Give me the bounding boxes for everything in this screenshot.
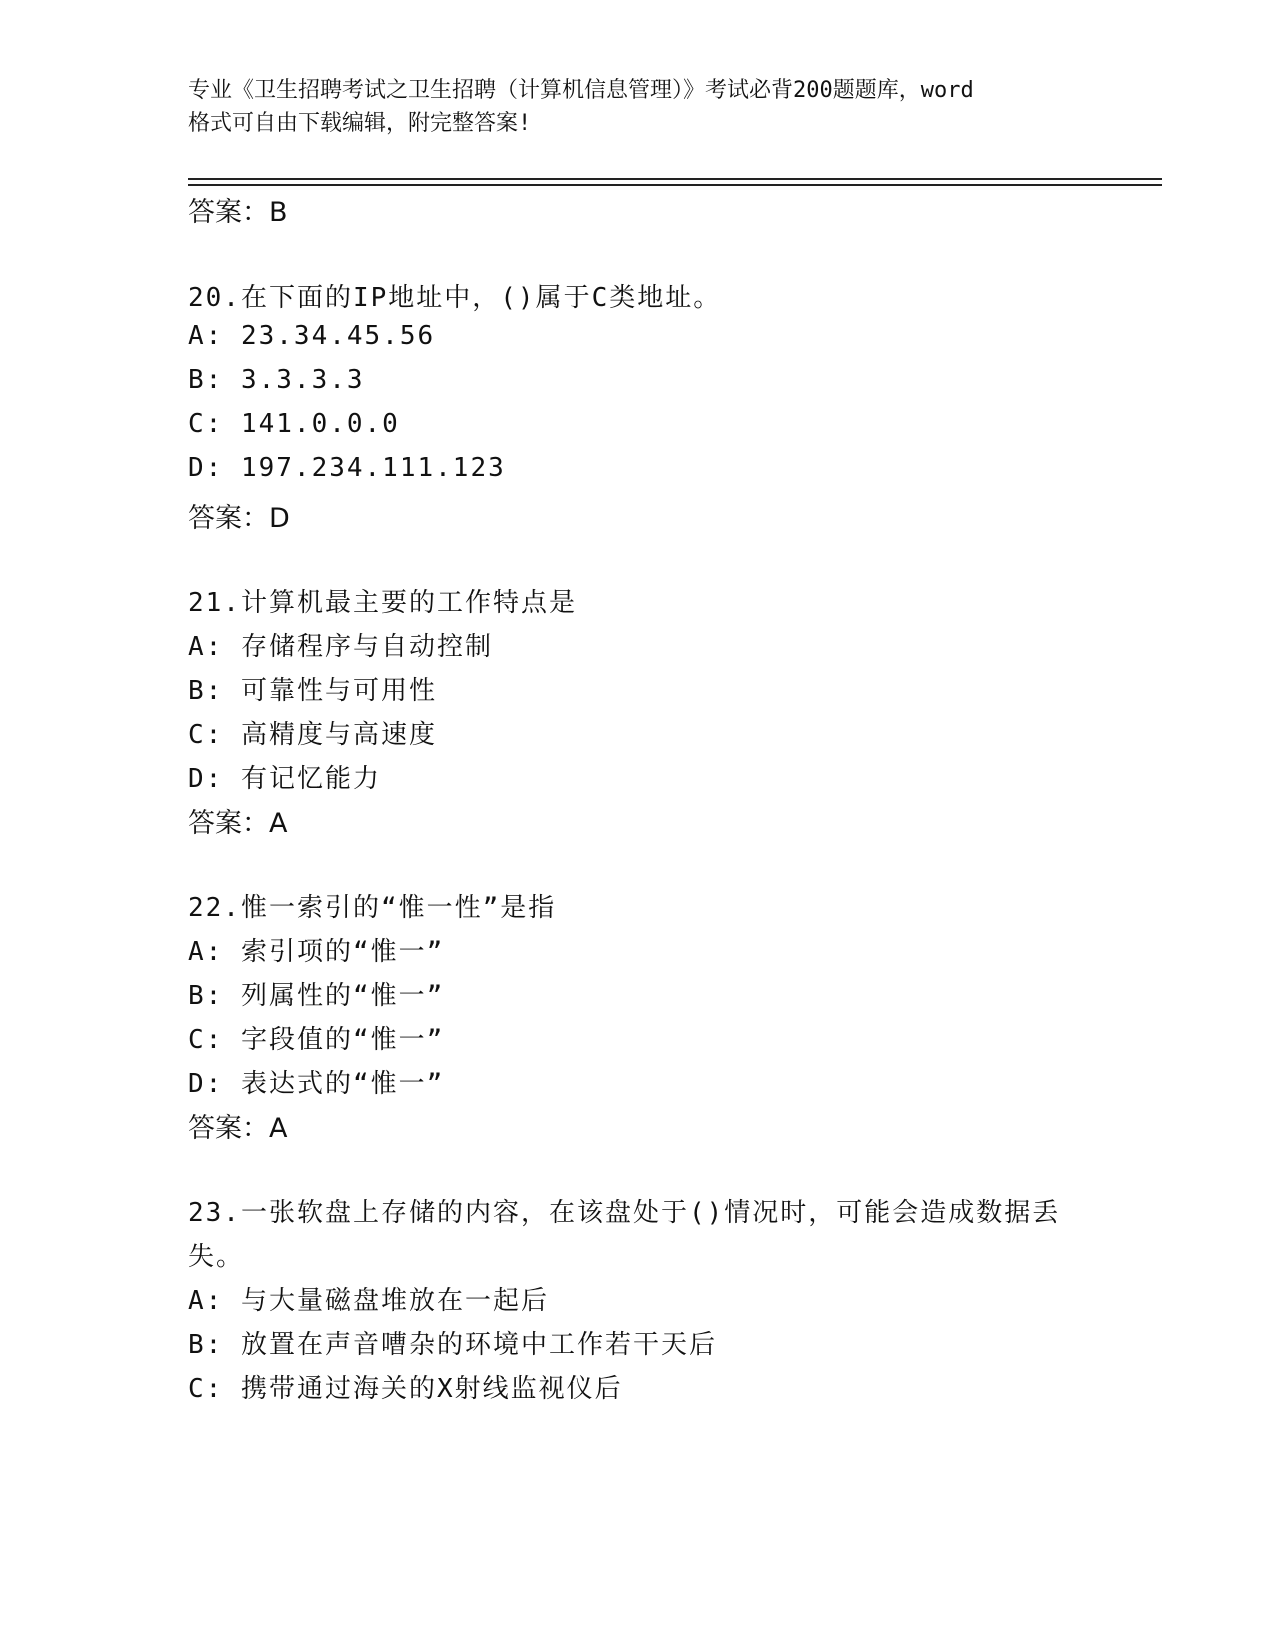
question-21-option-d: D: 有记忆能力 [188,764,381,794]
question-23-line-1: 23.一张软盘上存储的内容，在该盘处于()情况时，可能会造成数据丢 [188,1198,1061,1228]
question-22-option-c: C: 字段值的“惟一” [188,1025,445,1055]
document-header [188,74,1088,140]
question-22: 22.惟一索引的“惟一性”是指 [188,893,557,923]
question-21-answer: 答案：A [188,808,288,839]
previous-answer: 答案：B [188,197,288,228]
question-20-option-c: C: 141.0.0.0 [188,409,400,439]
question-22-option-d: D: 表达式的“惟一” [188,1069,445,1099]
header-line-1: 专业《卫生招聘考试之卫生招聘（计算机信息管理）》考试必背200题题库，word [188,78,974,103]
question-20-answer: 答案：D [188,503,290,534]
question-22-option-b: B: 列属性的“惟一” [188,981,445,1011]
question-20-option-b: B: 3.3.3.3 [188,365,365,395]
question-21-option-b: B: 可靠性与可用性 [188,676,437,706]
header-rule-top [188,178,1162,180]
header-rule-bottom [188,184,1162,186]
question-23-line-2: 失。 [188,1242,245,1272]
question-20: 20.在下面的IP地址中，()属于C类地址。 [188,283,722,313]
question-23-option-c: C: 携带通过海关的X射线监视仪后 [188,1374,623,1404]
question-22-answer: 答案：A [188,1113,288,1144]
question-21-option-a: A: 存储程序与自动控制 [188,632,493,662]
question-22-option-a: A: 索引项的“惟一” [188,937,445,967]
question-21-option-c: C: 高精度与高速度 [188,720,437,750]
question-20-option-d: D: 197.234.111.123 [188,453,506,483]
question-23-option-b: B: 放置在声音嘈杂的环境中工作若干天后 [188,1330,717,1360]
question-21: 21.计算机最主要的工作特点是 [188,588,577,618]
question-20-option-a: A: 23.34.45.56 [188,321,436,351]
question-23-option-a: A: 与大量磁盘堆放在一起后 [188,1286,549,1316]
header-line-2: 格式可自由下载编辑，附完整答案! [188,111,532,136]
